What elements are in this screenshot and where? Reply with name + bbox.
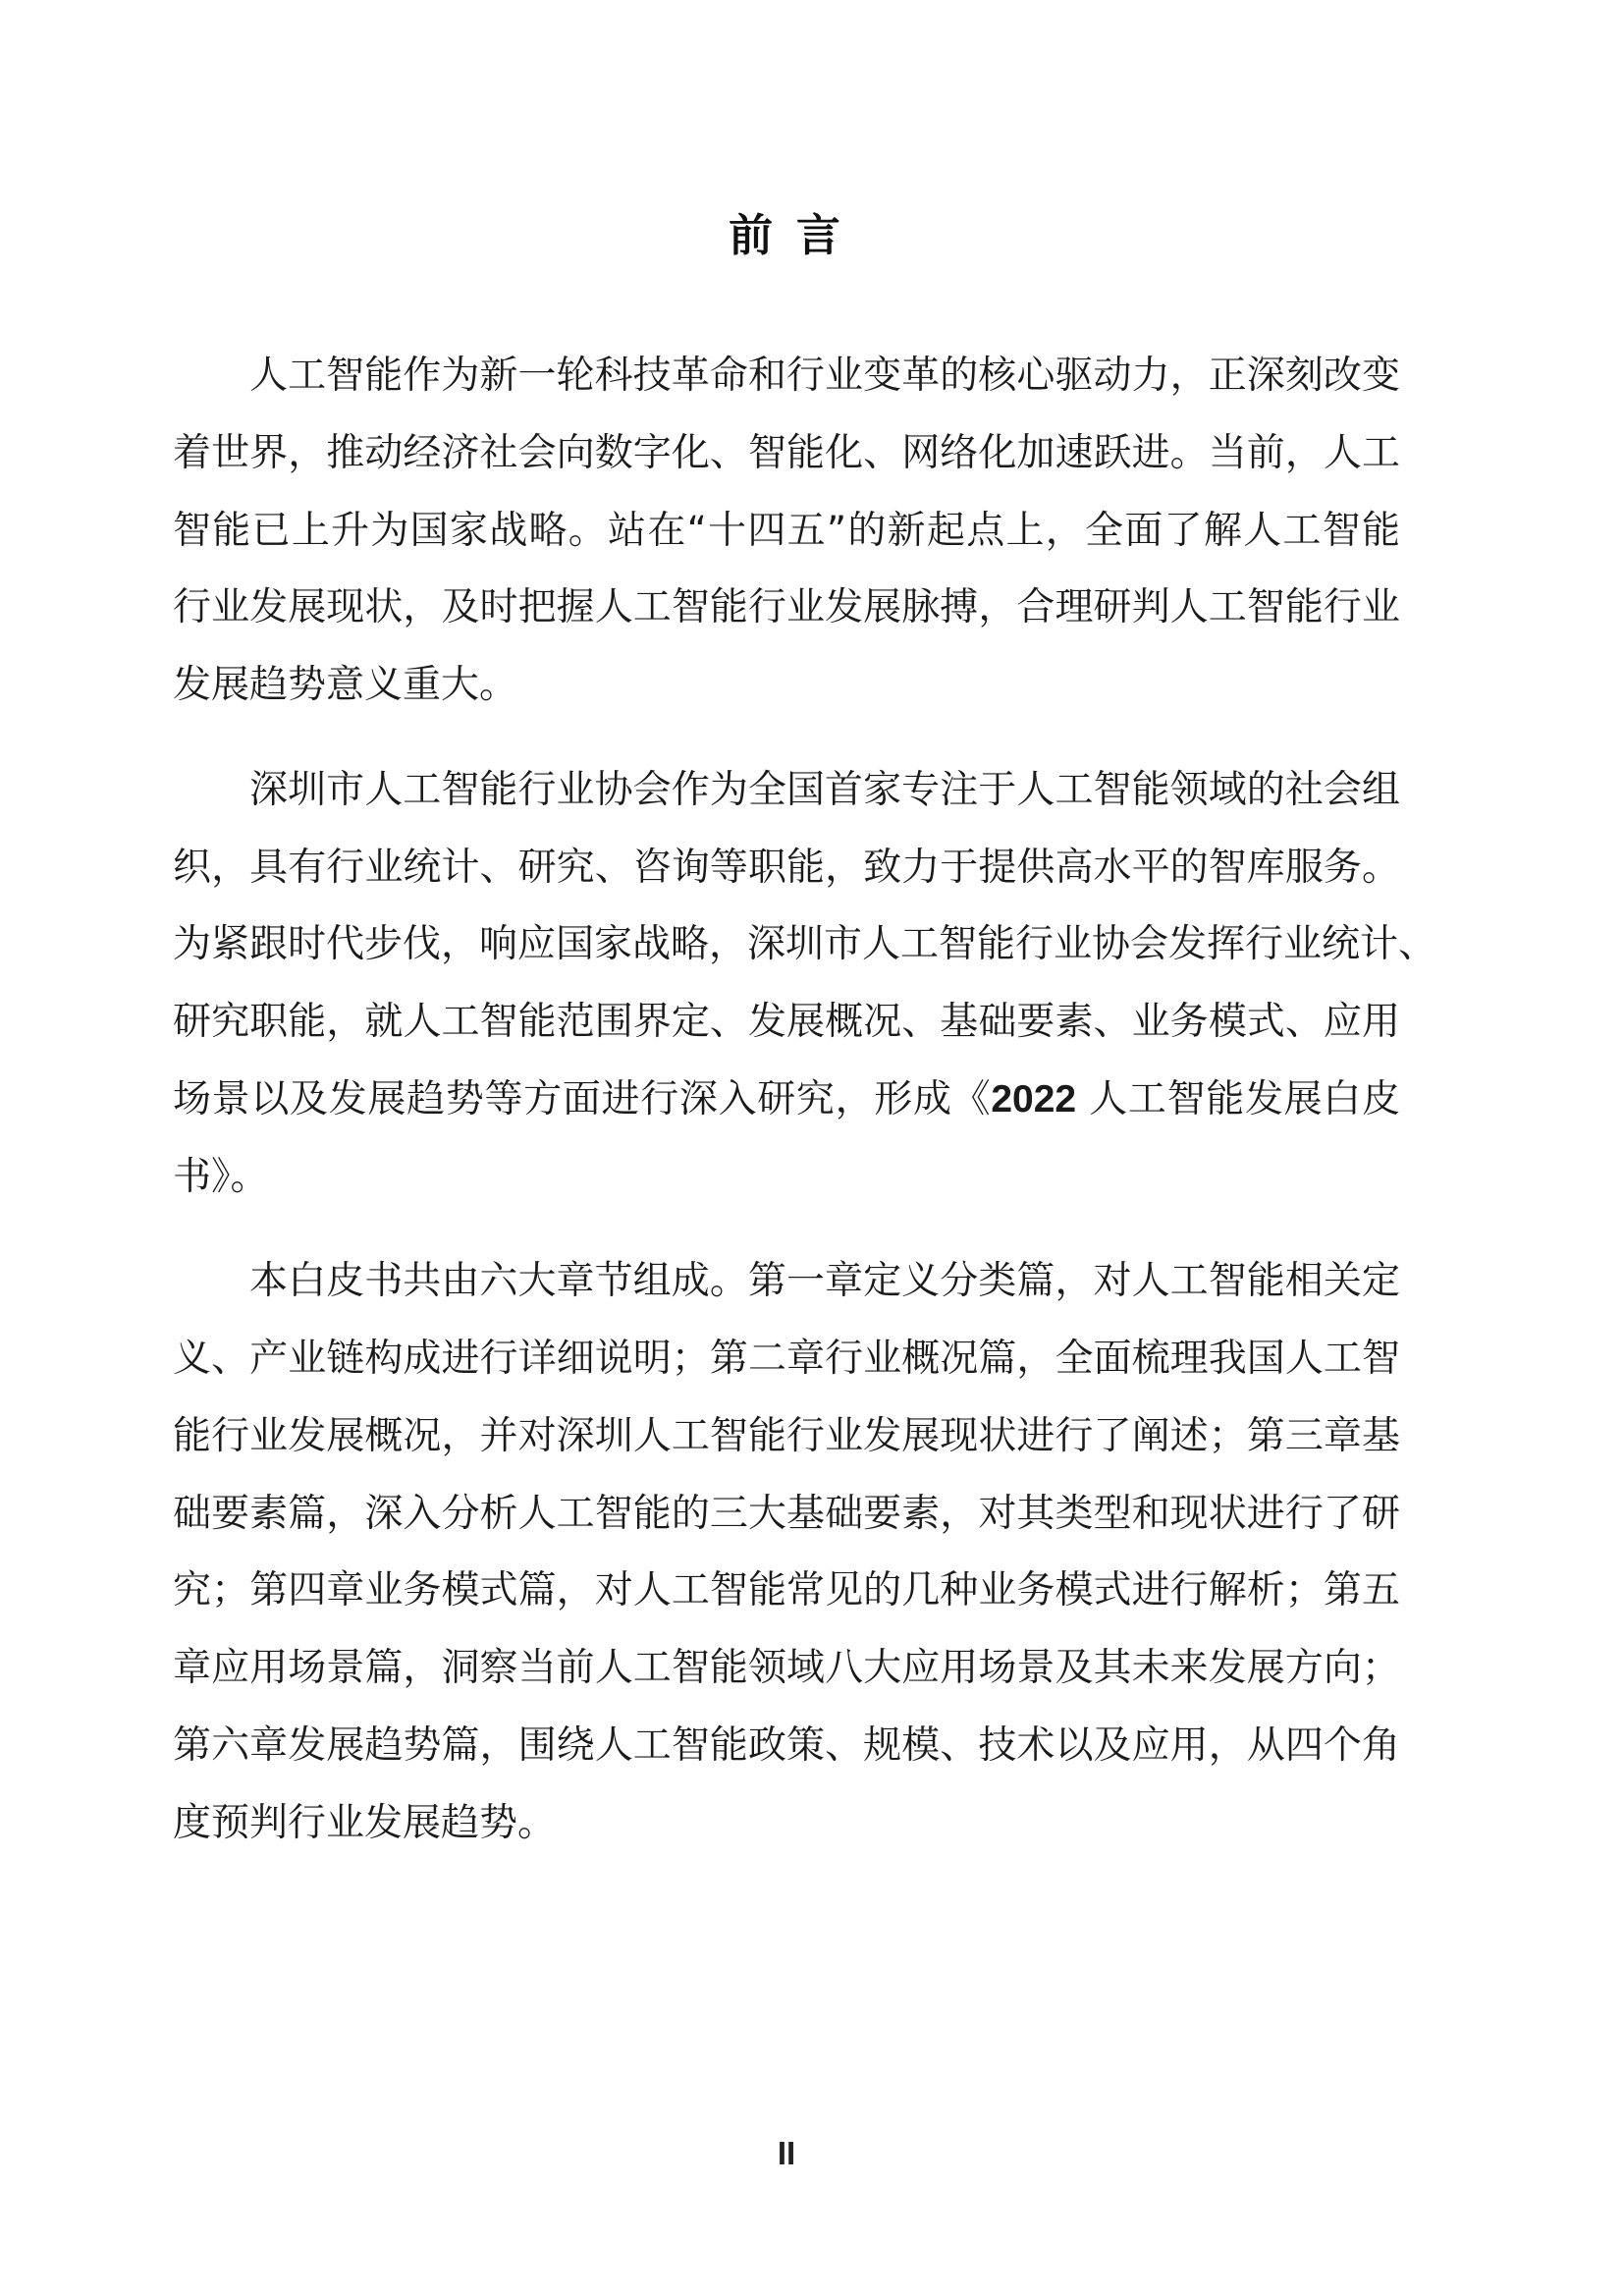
paragraph-line: 发展趋势意义重大。 — [173, 663, 518, 707]
paragraph-line: 研究职能，就人工智能范围界定、发展概况、基础要素、业务模式、应用 — [173, 1000, 1400, 1044]
paragraph-line: 能行业发展概况，并对深圳人工智能行业发展现状进行了阐述；第三章基 — [173, 1413, 1400, 1458]
line-text: 场景以及发展趋势等方面进行深入研究，形成《 — [173, 1076, 992, 1121]
paragraph-line: 书》。 — [173, 1154, 269, 1199]
paragraph-1 — [173, 338, 1400, 725]
document-body — [173, 338, 1437, 1862]
line-text: 人工智能发展白皮 — [1076, 1076, 1400, 1121]
paragraph-2 — [173, 752, 1437, 1217]
year-number: 2022 — [991, 1077, 1077, 1121]
paragraph-line: 行业发展现状，及时把握人工智能行业发展脉搏，合理研判人工智能行业 — [173, 585, 1400, 630]
paragraph-line: 义、产业链构成进行详细说明；第二章行业概况篇，全面梳理我国人工智 — [173, 1337, 1400, 1381]
paragraph-3 — [173, 1243, 1400, 1862]
paragraph-line: 度预判行业发展趋势。 — [173, 1800, 557, 1845]
paragraph-line: 本白皮书共由六大章节组成。第一章定义分类篇，对人工智能相关定 — [249, 1259, 1400, 1304]
paragraph-line: 人工智能作为新一轮科技革命和行业变革的核心驱动力，正深刻改变 — [249, 354, 1400, 398]
paragraph-line: 深圳市人工智能行业协会作为全国首家专注于人工智能领域的社会组 — [249, 767, 1400, 812]
paragraph-line: 础要素篇，深入分析人工智能的三大基础要素，对其类型和现状进行了研 — [173, 1491, 1400, 1536]
paragraph-line — [173, 1062, 1400, 1139]
paragraph-line: 章应用场景篇，洞察当前人工智能领域八大应用场景及其未来发展方向； — [173, 1646, 1400, 1690]
paragraph-line: 为紧跟时代步伐，响应国家战略，深圳市人工智能行业协会发挥行业统计、 — [173, 922, 1437, 967]
paragraph-line: 织，具有行业统计、研究、咨询等职能，致力于提供高水平的智库服务。 — [173, 845, 1400, 890]
page-number: II — [777, 2135, 796, 2171]
paragraph-line: 第六章发展趋势篇，围绕人工智能政策、规模、技术以及应用，从四个角 — [173, 1722, 1400, 1768]
paragraph-line: 智能已上升为国家战略。站在“十四五”的新起点上，全面了解人工智能 — [173, 508, 1400, 553]
page-title: 前 言 — [729, 209, 844, 261]
paragraph-line: 究；第四章业务模式篇，对人工智能常见的几种业务模式进行解析；第五 — [173, 1568, 1400, 1613]
paragraph-line: 着世界，推动经济社会向数字化、智能化、网络化加速跃进。当前，人工 — [173, 430, 1400, 475]
